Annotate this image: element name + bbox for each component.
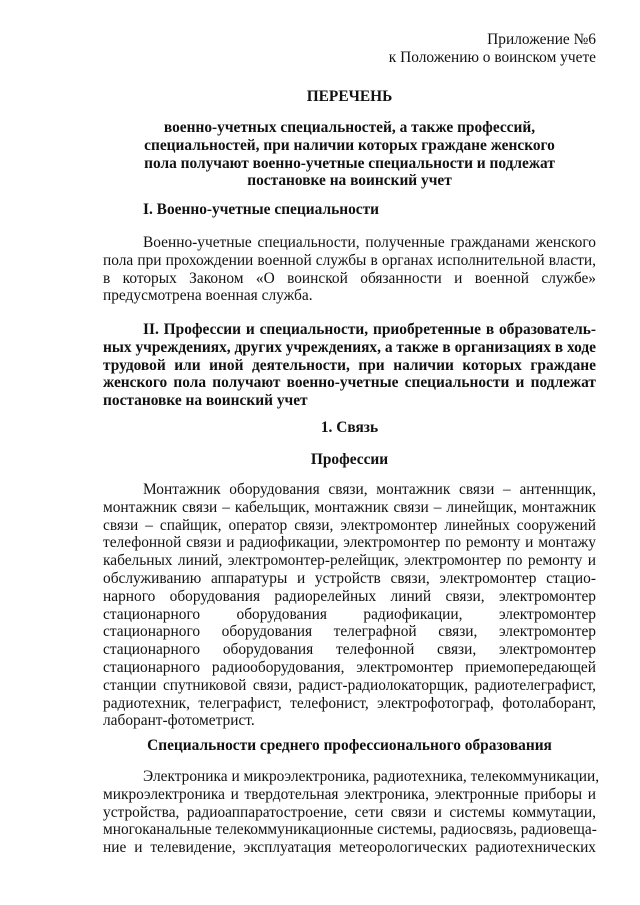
professions-heading-text: Профессии [310, 451, 389, 468]
text-line: трудовой или иной деятельности, при наличии которых граждане [103, 356, 596, 374]
appendix-header [103, 31, 596, 67]
text-line: стационарного оборудования радиофикации, электромонтер [103, 605, 596, 623]
text-line: женского пола получают военно-учетные специальности и подлежат [103, 374, 596, 392]
text-line: кабельных линий, электромонтер-релейщик, электромонтер по ремонту и [103, 552, 596, 570]
text-line: пола получают военно-учетные специальности и подлежат [144, 154, 555, 172]
text-line: обслуживанию аппаратуры и устройств связи, электромонтер стацио- [103, 569, 596, 587]
text-line: монтажник связи – кабельщик, монтажник связи – линейщик, монтажник [103, 498, 596, 516]
section1-paragraph [103, 234, 596, 305]
professions-paragraph [103, 481, 596, 730]
text-line: ных учреждениях, других учреждениях, а также в организациях в ходе [103, 338, 596, 356]
text-line: пола при прохождении военной службы в органах исполнительной власти, [103, 251, 596, 269]
text-line: стационарного оборудования телеграфной связи, электромонтер [103, 623, 596, 641]
document-subtitle [103, 119, 596, 190]
text-line: Монтажник оборудования связи, монтажник связи – антеннщик, [143, 481, 596, 498]
text-line: Приложение №6 [487, 31, 596, 48]
specialties-heading [103, 737, 596, 755]
text-line: станции спутниковой связи, радист-радиолокаторщик, радиотелеграфист, [103, 676, 596, 694]
text-line: Военно-учетные специальности, полученные гражданами женского [143, 234, 596, 251]
section2-heading [103, 321, 596, 410]
text-line: многоканальные телекоммуникационные системы, радиосвязь, радиовеща- [103, 821, 597, 839]
text-line: II. Профессии и специальности, приобретенные в образователь- [143, 321, 596, 338]
professions-heading [103, 451, 596, 469]
section1-heading [103, 201, 596, 219]
specialties-paragraph [103, 768, 600, 857]
text-line: телефонной связи и радиофикации, электромонтер по ремонту и монтажу [103, 534, 596, 552]
text-line: к Положению о воинском учете [388, 48, 596, 66]
specialties-heading-text: Специальности среднего профессионального образования [147, 737, 552, 754]
text-line: постановке на воинский учет [103, 392, 308, 410]
text-line: нарного оборудования радиорелейных линий связи, электромонтер [103, 587, 596, 605]
text-line: радиотехник, телеграфист, телефонист, электрофотограф, фотолаборант, [103, 694, 596, 712]
text-line: связи – спайщик, оператор связи, электромонтер линейных сооружений [103, 516, 596, 534]
text-line: микроэлектроника и твердотельная электроника, электронные приборы и [103, 785, 596, 803]
text-line: постановке на воинский учет [247, 172, 452, 190]
text-line: в которых Законом «О воинской обязанности и военной службе» [103, 269, 596, 287]
text-line: стационарного оборудования телефонной связи, электромонтер [103, 641, 596, 659]
text-line: предусмотрена военная служба. [103, 287, 313, 305]
subsection-heading [103, 419, 596, 437]
section1-heading-text: I. Военно-учетные специальности [143, 201, 380, 218]
document-title [103, 88, 596, 106]
text-line: специальностей, при наличии которых граждане женского [144, 136, 555, 154]
text-line: Электроника и микроэлектроника, радиотехника, телекоммуникации, [143, 768, 600, 785]
text-line: лаборант-фотометрист. [103, 712, 255, 730]
title-text: ПЕРЕЧЕНЬ [306, 88, 393, 105]
text-line: устройства, радиоаппаратостроение, сети связи и системы коммутации, [103, 803, 596, 821]
text-line: стационарного радиооборудования, электромонтер приемопередающей [103, 658, 596, 676]
text-line: военно-учетных специальностей, а также профессий, [163, 119, 536, 136]
text-line: ние и телевидение, эксплуатация метеорологических радиотехнических [103, 839, 596, 857]
subsection-heading-text: 1. Связь [320, 419, 379, 436]
